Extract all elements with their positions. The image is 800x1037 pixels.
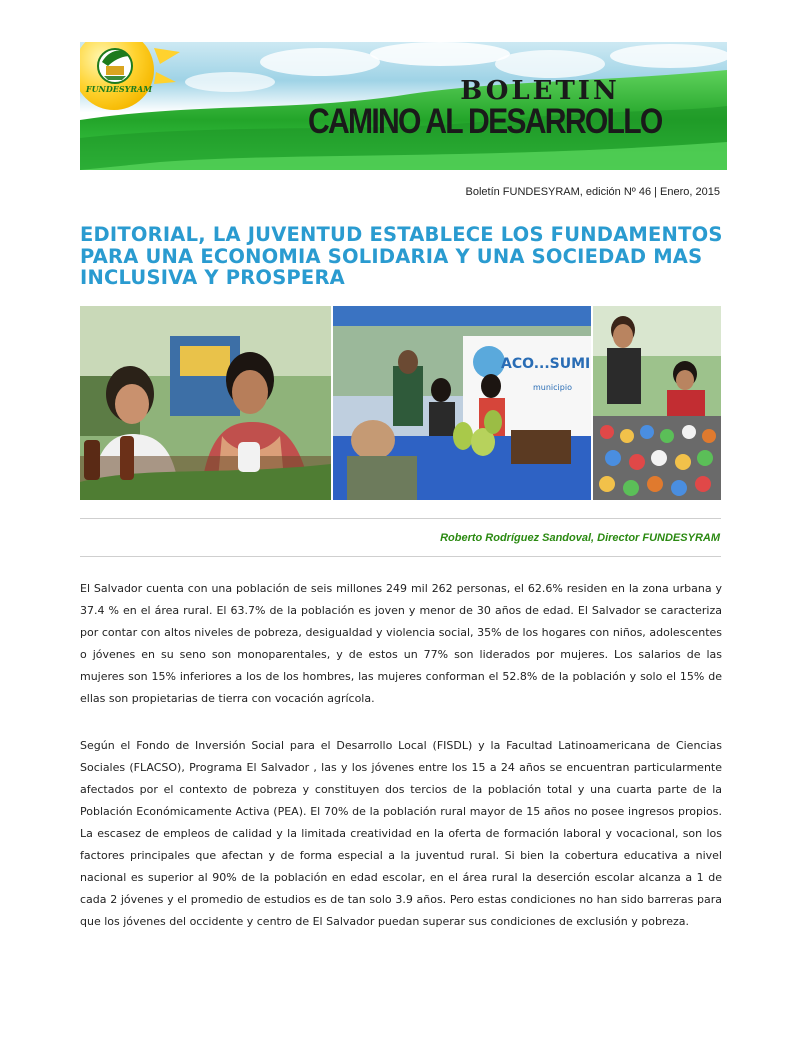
banner-title-top: BOLETIN: [460, 76, 620, 106]
newsletter-banner: [80, 42, 727, 170]
photo-market-stall: [333, 306, 591, 500]
logo-text: FUNDESYRAM: [85, 84, 153, 94]
top-divider: [80, 518, 721, 519]
photo-collage: [80, 306, 721, 500]
photo-women-seated: [80, 306, 331, 500]
stall-sign-subtext: municipio: [533, 383, 572, 392]
stall-sign-text: ACO...SUMI: [501, 356, 591, 372]
paragraph: Según el Fondo de Inversión Social para el Desarrollo Local (FISDL) y la Facultad Latinoamericana de Ciencias Sociales (FLACSO), Programa El Salvador , las y los jóvenes entre los 15 a 24 años se encuentran particularmente afectados por el contexto de pobreza y constituyen dos tercios de la población total y una cuarta parte de la Población Económicamente Activa (PEA). El 70% de la población rural mayor de 15 años no posee ingresos propios. La escasez de empleos de calidad y la limitada creatividad en la oferta de formación laboral y vocacional, son los factores principales que afectan y de forma especial a la juventud rural. Si bien la cobertura educativa a nivel nacional es superior al 90% de la población en edad escolar, en el área rural la deserción escolar alcanza a 1 de cada 2 jóvenes y el promedio de estudios es de tan solo 3.9 años. Pero estas condiciones no han sido barreras para que los jóvenes del occidente y centro de El Salvador puedan superar sus condiciones de exclusión y pobreza.: [80, 739, 722, 928]
edition-line: Boletín FUNDESYRAM, edición Nº 46 | Enero, 2015: [465, 186, 720, 198]
paragraph: El Salvador cuenta con una población de seis millones 249 mil 262 personas, el 62.6% residen en la zona urbana y 37.4 % en el área rural. El 63.7% de la población es joven y menor de 30 años de edad. El Salvador se caracteriza por contar con altos niveles de pobreza, desigualdad y violencia social, 35% de los hogares con niños, adolescentes o jóvenes en su seno son monoparentales, y de estos un 77% son liderados por mujeres. Los salarios de las mujeres son 15% inferiores a los de los hombres, las mujeres conforman el 52.8% de la población y solo el 15% de ellas son propietarias de tierra con vocación agrícola.: [80, 582, 722, 705]
author-byline: Roberto Rodríguez Sandoval, Director FUNDESYRAM: [440, 532, 720, 544]
headline: EDITORIAL, LA JUVENTUD ESTABLECE LOS FUNDAMENTOS PARA UNA ECONOMIA SOLIDARIA Y UNA SOCIEDAD MAS INCLUSIVA Y PROSPERA: [80, 223, 723, 289]
bottom-divider: [80, 556, 721, 557]
banner-title-main: CAMINO AL DESARROLLO: [308, 102, 662, 141]
photo-crafts-display: [593, 306, 721, 500]
